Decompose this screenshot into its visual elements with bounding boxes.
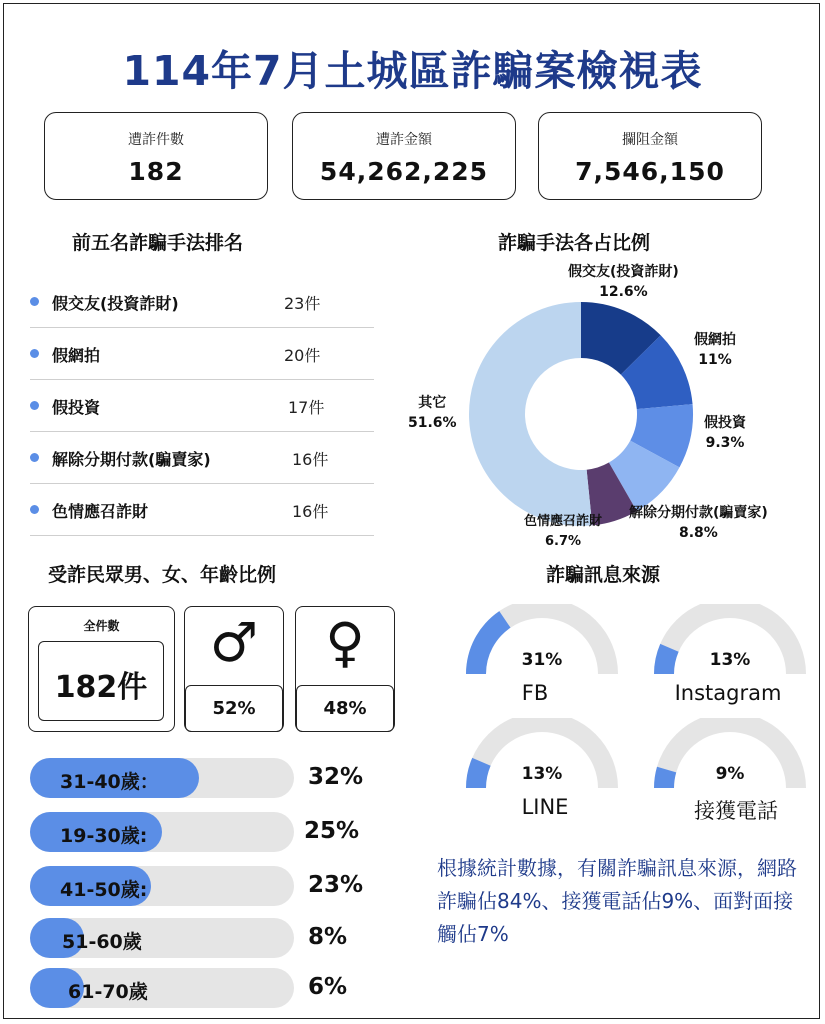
gauge-name: Instagram — [674, 681, 782, 705]
pie-label — [408, 393, 457, 433]
rank-count: 20件 — [284, 346, 321, 365]
total-cases-value: 182件 — [54, 670, 148, 705]
age-bar-value: 23% — [308, 872, 364, 898]
rank-name: 假投資 — [52, 398, 101, 417]
donut-slice — [469, 302, 592, 526]
female-card — [295, 606, 395, 732]
age-bar-label: 41-50歲: — [60, 879, 148, 901]
ranking-title: 前五名詐騙手法排名 — [72, 232, 244, 254]
gauge-value: 13% — [521, 764, 563, 784]
pie-label-name: 其它 — [418, 395, 447, 411]
total-cases-card — [28, 606, 175, 732]
list-item — [30, 380, 374, 432]
pie-label-value: 51.6% — [408, 415, 457, 431]
source-section-title: 詐騙訊息來源 — [546, 564, 661, 586]
rank-name: 解除分期付款(騙賣家) — [52, 450, 211, 469]
gauge-name: FB — [521, 681, 549, 705]
age-bar-label: 31-40歲： — [60, 771, 159, 793]
pie-label-name: 解除分期付款(騙賣家) — [629, 505, 768, 521]
gauge-value: 31% — [521, 650, 563, 670]
bullet-dot — [30, 349, 39, 358]
male-pct: 52% — [212, 698, 256, 719]
stat-value: 54,262,225 — [319, 157, 489, 186]
pie-label-value: 12.6% — [599, 284, 648, 300]
rank-count: 16件 — [292, 502, 329, 521]
list-item — [30, 432, 374, 484]
pie-label — [704, 413, 746, 453]
total-cases-label: 全件數 — [83, 619, 120, 633]
female-pct-box — [296, 685, 394, 732]
rank-count: 23件 — [284, 294, 321, 313]
bullet-dot — [30, 505, 39, 514]
stat-box-amount — [292, 112, 516, 200]
stat-label: 遭詐金額 — [376, 132, 432, 148]
age-bar-label: 51-60歲 — [62, 931, 142, 953]
stat-value: 7,546,150 — [575, 157, 725, 186]
pie-label — [568, 262, 679, 302]
stat-box-blocked — [538, 112, 762, 200]
male-card — [184, 606, 284, 732]
rank-count: 16件 — [292, 450, 329, 469]
gauge-name: LINE — [521, 795, 569, 819]
pie-label-name: 假交友(投資詐財) — [568, 264, 679, 280]
pie-label — [694, 330, 736, 370]
age-bar-label: 61-70歲 — [68, 981, 148, 1003]
summary-note: 根據統計數據，有關詐騙訊息來源，網路詐騙佔84%、接獲電話佔9%、面對面接觸佔7% — [437, 856, 797, 946]
page-title: 114年7月土城區詐騙案檢視表 — [122, 47, 703, 95]
pie-label — [629, 503, 768, 543]
rank-name: 假網拍 — [52, 346, 101, 365]
bullet-dot — [30, 401, 39, 410]
age-bar-value: 6% — [308, 974, 348, 1000]
pie-label-value: 11% — [698, 352, 732, 368]
male-pct-box — [185, 685, 283, 732]
pie-label-name: 色情應召詐財 — [524, 514, 603, 529]
donut-chart — [461, 294, 701, 534]
age-bar-value: 8% — [308, 924, 348, 950]
bullet-dot — [30, 297, 39, 306]
age-bar-label: 19-30歲: — [60, 825, 148, 847]
rank-count: 17件 — [288, 398, 325, 417]
rank-name: 假交友(投資詐財) — [52, 294, 179, 313]
pie-label-name: 假網拍 — [694, 332, 736, 348]
list-item — [30, 484, 374, 536]
male-icon: ♂ — [209, 611, 259, 674]
pie-label-name: 假投資 — [704, 415, 746, 431]
victim-section-title: 受詐民眾男、女、年齡比例 — [48, 564, 277, 586]
age-bar-value: 25% — [304, 818, 360, 844]
list-item — [30, 276, 374, 328]
stat-label: 攔阻金額 — [622, 132, 678, 148]
gauge-value: 9% — [715, 764, 745, 784]
donut-chart-title: 詐騙手法各占比例 — [498, 232, 651, 254]
pie-label-value: 8.8% — [678, 525, 718, 541]
gauge-value: 13% — [709, 650, 751, 670]
gauge-name: 接獲電話 — [694, 799, 778, 823]
total-cases-inner — [38, 641, 164, 721]
stat-box-cases — [44, 112, 268, 200]
list-item — [30, 328, 374, 380]
stat-label: 遭詐件數 — [128, 132, 184, 148]
rank-name: 色情應召詐財 — [52, 502, 149, 521]
pie-label-value: 6.7% — [544, 534, 582, 549]
pie-label — [524, 512, 602, 552]
pie-label-value: 9.3% — [705, 435, 745, 451]
stat-value: 182 — [128, 157, 184, 186]
female-icon: ♀ — [325, 611, 365, 674]
female-pct: 48% — [323, 698, 367, 719]
age-bar-value: 32% — [308, 764, 364, 790]
bullet-dot — [30, 453, 39, 462]
